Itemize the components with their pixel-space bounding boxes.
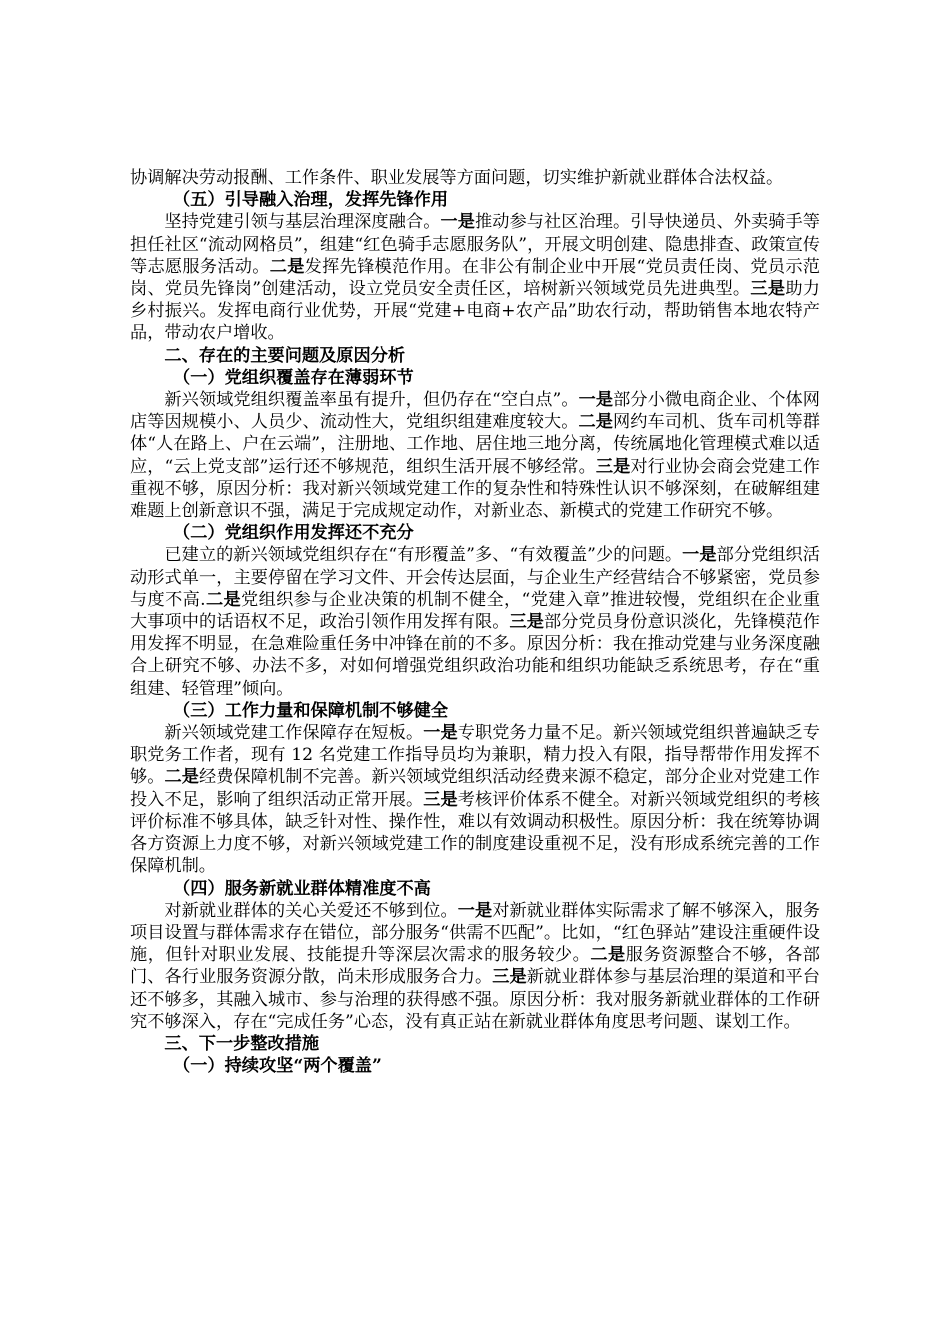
subheading-coverage: （一）党组织覆盖存在薄弱环节 bbox=[173, 367, 414, 388]
paragraph-role: 已建立的新兴领域党组织存在“有形覆盖”多、“有效覆盖”少的问题。一是部分党组织活动形式单一，主要停留在学习文件、开会传达层面，与企业生产经营结合不够紧密，党员参与度不高.二是党组织参与企业决策的机制不健全，“党建入章”推进较慢，党组织在企业重大事项中的话语权不足，政治引领作用发挥有限。三是部分党员身份意识淡化，先锋模范作用发挥不明显，在急难险重任务中冲锋在前的不多。原因分析：我在推动党建与业务深度融合上研究不够、办法不多，对如何增强党组织政治功能和组织功能缺乏系统思考，存在“重组建、轻管理”倾向。 bbox=[130, 545, 821, 699]
heading-part-three: 三、下一步整改措施 bbox=[164, 1033, 320, 1054]
subheading-next-one: （一）持续攻坚“两个覆盖” bbox=[173, 1056, 382, 1077]
subheading-service: （四）服务新就业群体精准度不高 bbox=[173, 878, 431, 899]
paragraph-service: 对新就业群体的关心关爱还不够到位。一是对新就业群体实际需求了解不够深入，服务项目设置与群体需求存在错位，部分服务“供需不匹配”。比如，“红色驿站”建设注重硬件设施，但针对职业发展、技能提升等深层次需求的服务较少。二是服务资源整合不够，各部门、各行业服务资源分散，尚未形成服务合力。三是新就业群体参与基层治理的渠道和平台还不够多，其融入城市、参与治理的获得感不强。原因分析：我对服务新就业群体的工作研究不够深入，存在“完成任务”心态，没有真正站在新就业群体角度思考问题、谋划工作。 bbox=[130, 900, 820, 1032]
subheading-five: （五）引导融入治理，发挥先锋作用 bbox=[173, 190, 449, 211]
paragraph-governance: 坚持党建引领与基层治理深度融合。一是推动参与社区治理。引导快递员、外卖骑手等担任社区“流动网格员”，组建“红色骑手志愿服务队”，开展文明创建、隐患排查、政策宣传等志愿服务活动。二是发挥先锋模范作用。在非公有制企业中开展“党员责任岗、党员示范岗、党员先锋岗”创建活动，设立党员安全责任区，培树新兴领域党员先进典型。三是助力乡村振兴。发挥电商行业优势，开展“党建+电商+农产品”助农行动，帮助销售本地农特产品，带动农户增收。 bbox=[130, 212, 820, 344]
paragraph-support: 新兴领域党建工作保障存在短板。一是专职党务力量不足。新兴领域党组织普遍缺乏专职党务工作者，现有 12 名党建工作指导员均为兼职，精力投入有限，指导帮带作用发挥不够。二是经费保障机制不完善。新兴领域党组织活动经费来源不稳定，部分企业对党建工作投入不足，影响了组织活动正常开展。三是考核评价体系不健全。对新兴领域党组织的考核评价标准不够具体，缺乏针对性、操作性，难以有效调动积极性。原因分析：我在统筹协调各方资源上力度不够，对新兴领域党建工作的制度建设重视不足，没有形成系统完善的工作保障机制。 bbox=[130, 723, 820, 877]
heading-part-two: 二、存在的主要问题及原因分析 bbox=[164, 345, 406, 366]
paragraph-continued: 协调解决劳动报酬、工作条件、职业发展等方面问题，切实维护新就业群体合法权益。 bbox=[130, 168, 784, 188]
subheading-role: （二）党组织作用发挥还不充分 bbox=[173, 523, 414, 544]
paragraph-coverage: 新兴领域党组织覆盖率虽有提升，但仍存在“空白点”。一是部分小微电商企业、个体网店等因规模小、人员少、流动性大，党组织组建难度较大。二是网约车司机、货车司机等群体“人在路上、户在云端”，注册地、工作地、居住地三地分离，传统属地化管理模式难以适应，“云上党支部”运行还不够规范，组织生活开展不够经常。三是对行业协会商会党建工作重视不够，原因分析：我对新兴领域党建工作的复杂性和特殊性认识不够深刻，在破解组建难题上创新意识不强，满足于完成规定动作，对新业态、新模式的党建工作研究不够。 bbox=[130, 390, 820, 522]
subheading-support: （三）工作力量和保障机制不够健全 bbox=[173, 700, 449, 721]
